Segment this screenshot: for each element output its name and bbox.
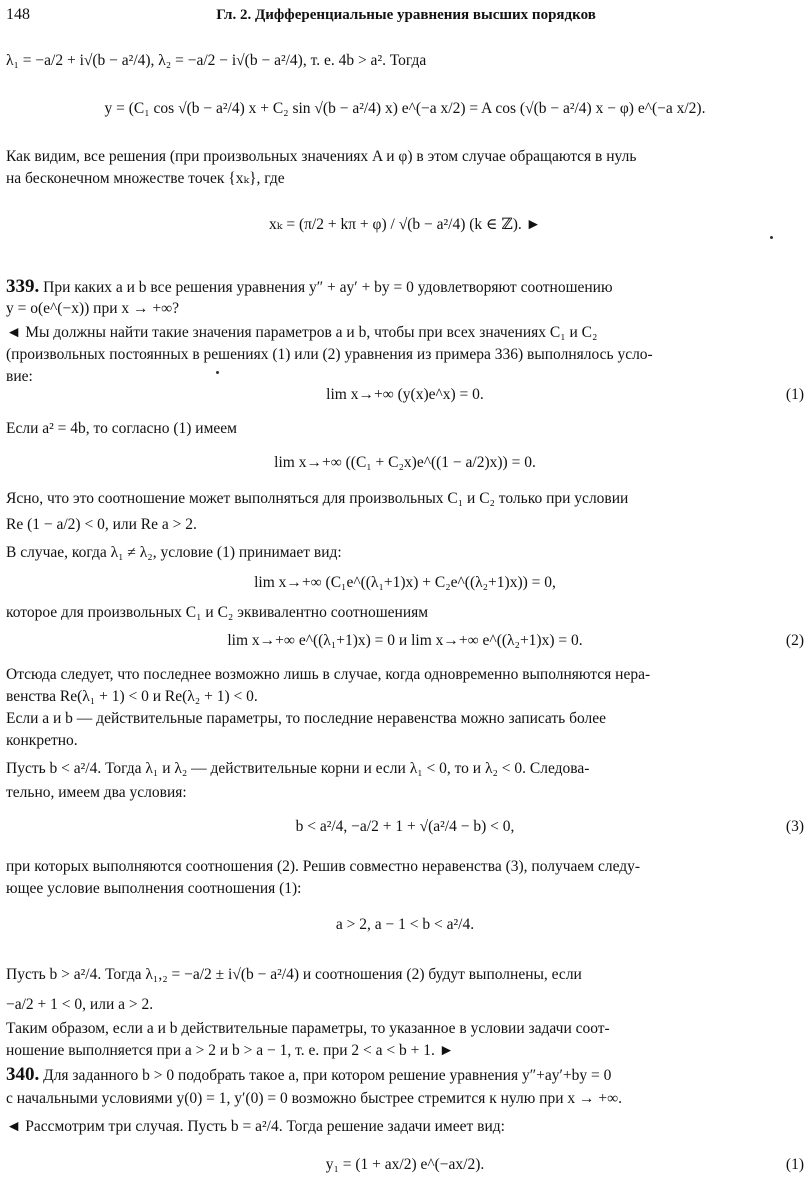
text-line: В случае, когда λ₁ ≠ λ₂, условие (1) принимает вид: xyxy=(6,544,342,561)
text-line: Как видим, все решения (при произвольных значениях A и φ) в этом случае обращаются в нуль xyxy=(6,148,637,165)
text-line: которое для произвольных C₁ и C₂ эквивалентно соотношениям xyxy=(6,604,429,621)
ink-speck xyxy=(770,236,773,239)
text-line: Если a и b — действительные параметры, то последние неравенства можно записать более xyxy=(6,710,607,727)
text-line: тельно, имеем два условия: xyxy=(6,784,187,801)
problem-number: 340. xyxy=(6,1064,40,1085)
text-line: Отсюда следует, что последнее возможно лишь в случае, когда одновременно выполняются нера- xyxy=(6,666,651,683)
text-line: на бесконечном множестве точек {xₖ}, где xyxy=(6,170,285,187)
text-line: с начальными условиями y(0) = 1, y′(0) = 0 возможно быстрее стремится к нулю при x → +∞. xyxy=(6,1090,623,1107)
text-line: ношение выполняется при a > 2 и b > a − 1, т. е. при 2 < a < b + 1. ► xyxy=(6,1042,455,1059)
equation-y1: y₁ = (1 + ax/2) e^(−ax/2). xyxy=(325,1156,485,1173)
equation-zeros: xₖ = (π/2 + kπ + φ) / √(b − a²/4) (k ∈ ℤ). ► xyxy=(269,216,541,233)
equation-number: (2) xyxy=(785,632,804,649)
text-line: −a/2 + 1 < 0, или a > 2. xyxy=(6,996,154,1013)
text-line: конкретно. xyxy=(6,732,78,749)
problem-339-line xyxy=(6,276,804,299)
page-header xyxy=(6,4,806,26)
equation-result: a > 2, a − 1 < b < a²/4. xyxy=(335,916,475,933)
problem-text: Для заданного b > 0 подобрать такое a, при котором решение уравнения y″+ay′+by = 0 xyxy=(43,1067,612,1084)
problem-340-line xyxy=(6,1064,804,1087)
text-line: Таким образом, если a и b действительные параметры, то указанное в условии задачи соот- xyxy=(6,1020,610,1037)
text-line: ◄ Мы должны найти такие значения параметров a и b, чтобы при всех значениях C₁ и C₂ xyxy=(6,324,598,341)
text-line: Пусть b < a²/4. Тогда λ₁ и λ₂ — действительные корни и если λ₁ < 0, то и λ₂ < 0. Следова- xyxy=(6,760,590,777)
equation-limits-2: lim x→+∞ e^((λ₁+1)x) = 0 и lim x→+∞ e^((λ₂+1)x) = 0. xyxy=(227,632,583,649)
text-line: y = o(e^(−x)) при x → +∞? xyxy=(6,300,180,317)
equation-number: (1) xyxy=(785,386,804,403)
text-line: Пусть b > a²/4. Тогда λ₁,₂ = −a/2 ± i√(b − a²/4) и соотношения (2) будут выполнены, если xyxy=(6,966,582,983)
text-line: венства Re(λ₁ + 1) < 0 и Re(λ₂ + 1) < 0. xyxy=(6,688,258,705)
text-line: (произвольных постоянных в решениях (1) или (2) уравнения из примера 336) выполнялось усло- xyxy=(6,346,653,363)
equation-limit-distinct-roots: lim x→+∞ (C₁e^((λ₁+1)x) + C₂e^((λ₂+1)x)) = 0, xyxy=(254,574,556,591)
equation-limit-1: lim x→+∞ (y(x)e^x) = 0. xyxy=(326,386,484,403)
equation-conditions-3: b < a²/4, −a/2 + 1 + √(a²/4 − b) < 0, xyxy=(295,818,515,835)
text-line: Если a² = 4b, то согласно (1) имеем xyxy=(6,420,237,437)
chapter-title: Гл. 2. Дифференциальные уравнения высших порядков xyxy=(216,7,596,23)
equation-limit-equal-roots: lim x→+∞ ((C₁ + C₂x)e^((1 − a/2)x)) = 0. xyxy=(274,454,536,471)
page-number: 148 xyxy=(6,6,30,23)
text-line: вие: xyxy=(6,368,33,385)
text-line: Ясно, что это соотношение может выполняться для произвольных C₁ и C₂ только при условии xyxy=(6,490,629,507)
equation-number: (3) xyxy=(785,818,804,835)
problem-number: 339. xyxy=(6,276,40,297)
equation-number: (1) xyxy=(785,1156,804,1173)
problem-text: При каких a и b все решения уравнения y″ + ay′ + by = 0 удовлетворяют соотношению xyxy=(43,279,613,296)
text-line: λ₁ = −a/2 + i√(b − a²/4), λ₂ = −a/2 − i√(b − a²/4), т. е. 4b > a². Тогда xyxy=(6,52,427,69)
text-line: ◄ Рассмотрим три случая. Пусть b = a²/4. Тогда решение задачи имеет вид: xyxy=(6,1118,505,1135)
text-line: Re (1 − a/2) < 0, или Re a > 2. xyxy=(6,516,197,533)
text-line: при которых выполняются соотношения (2). Решив совместно неравенства (3), получаем следу- xyxy=(6,858,641,875)
equation-solution-form: y = (C₁ cos √(b − a²/4) x + C₂ sin √(b − a²/4) x) e^(−a x/2) = A cos (√(b − a²/4) x − φ) e^(−a x/2). xyxy=(104,100,706,117)
text-line: ющее условие выполнения соотношения (1): xyxy=(6,880,302,897)
ink-speck xyxy=(216,371,219,374)
